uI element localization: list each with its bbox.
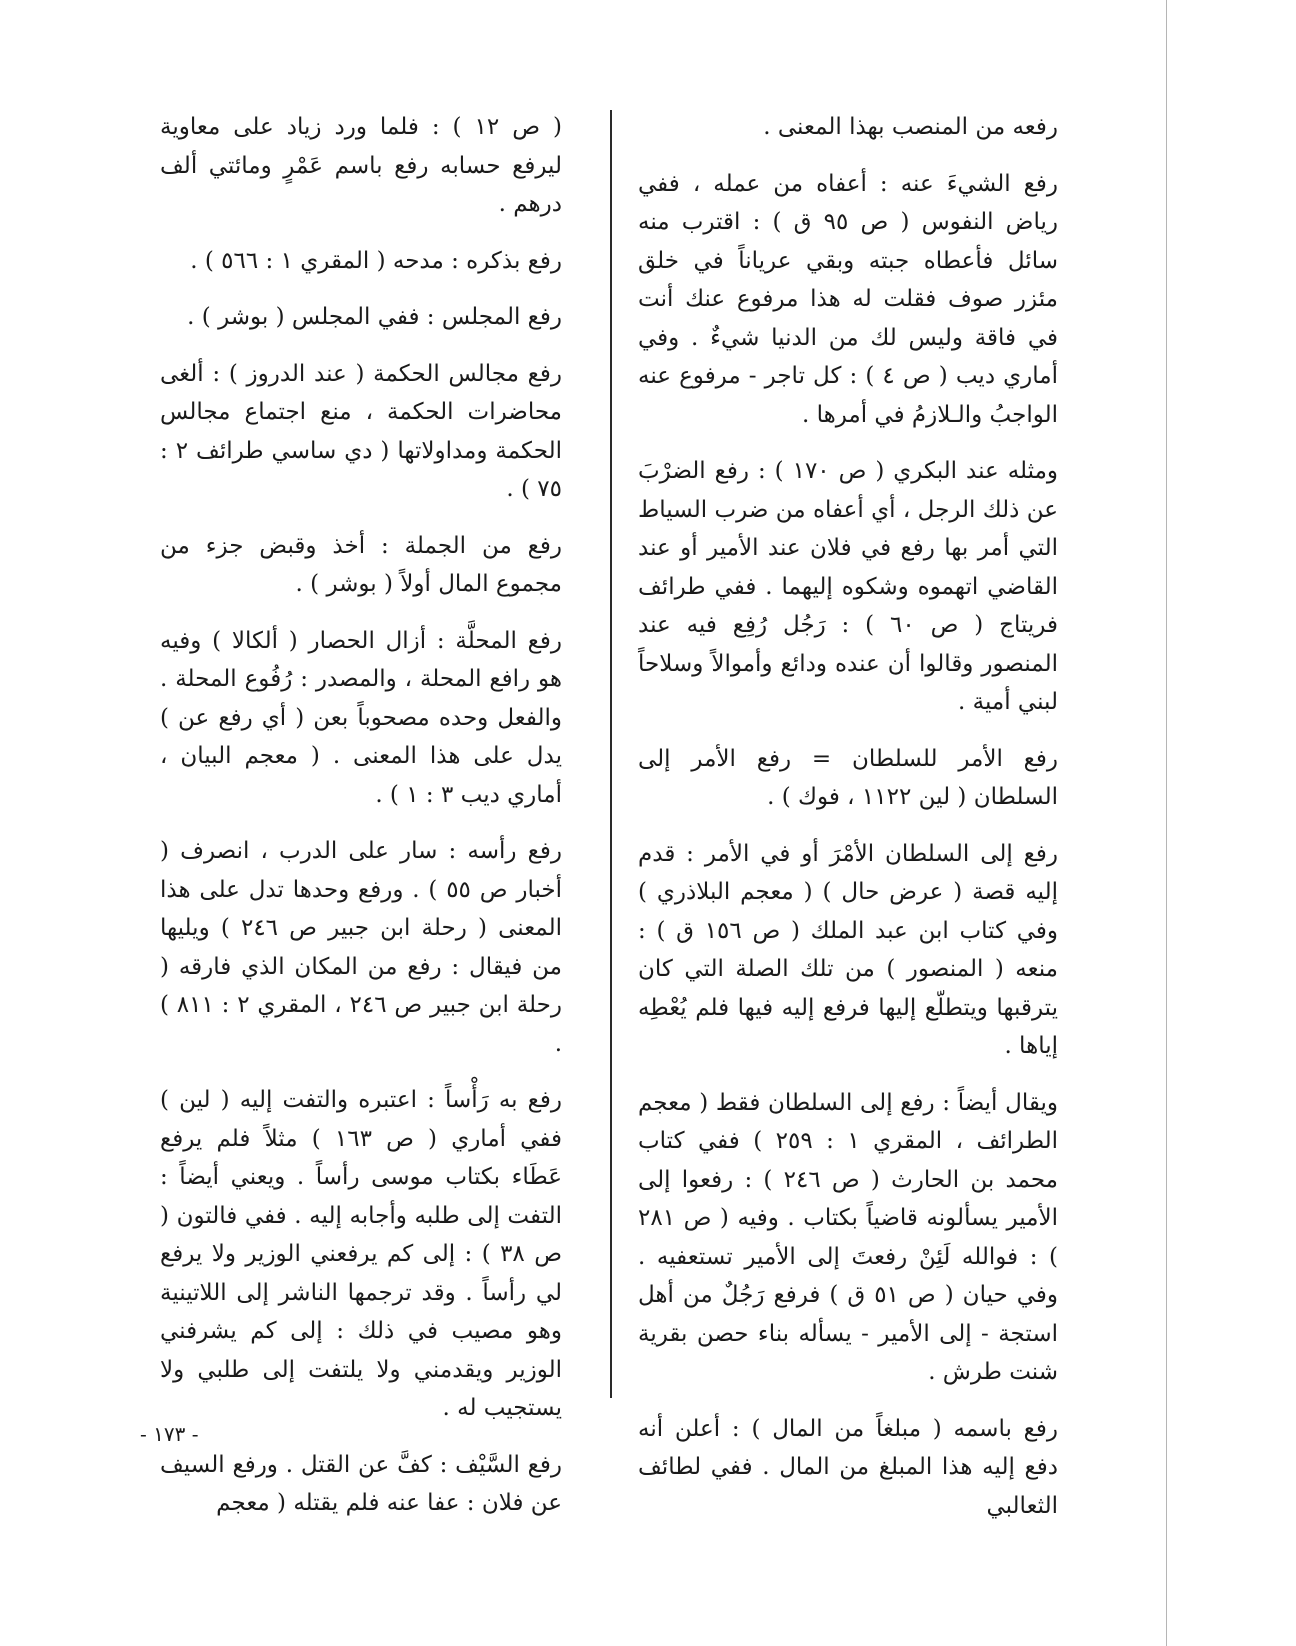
entry-text: رفع باسمه ( مبلغاً من المال ) : أعلن أنه دفع إليه هذا المبلغ من المال . ففي لطائف الثعالبي xyxy=(638,1415,1058,1519)
entry-text: ( ص ١٢ ) : فلما ورد زياد على معاوية ليرفع حسابه رفع باسم عَمْرٍ ومائتي ألف درهم . xyxy=(160,114,562,217)
entry-text: رفع السَّيْف : كفَّ عن القتل . ورفع السيف عن فلان : عفا عنه فلم يقتله ( معجم xyxy=(160,1451,562,1516)
entry-text: رفعه من المنصب بهذا المعنى . xyxy=(763,114,1058,140)
page-number: - ١٧٣ - xyxy=(140,1422,199,1446)
entry-text: رفع الشيءَ عنه : أعفاه من عمله ، ففي رياض النفوس ( ص ٩٥ ق ) : اقترب منه سائل فأعطاه جبته وبقي عرياناً في خلق مئزر صوف فقلت له هذا مرفوع عنك أنت في فاقة وليس لك من الدنيا شيءٌ . وفي أماري ديب ( ص ٤ ) : كل تاجر - مرفوع عنه الواجبُ والـلازمُ في أمرها . xyxy=(638,170,1058,428)
entry-text: ومثله عند البكري ( ص ١٧٠ ) : رفع الضرْبَ عن ذلك الرجل ، أي أعفاه من ضرب السياط التي أمر بها رفع في فلان عند الأمير أو عند القاضي اتهموه وشكوه إليهما . ففي طرائف فريتاج ( ص ٦٠ ) : رَجُل رُفِع فيه عند المنصور وقالوا أن عنده ودائع وأموالاً وسلاحاً لبني أمية . xyxy=(638,458,1059,715)
entry-text: رفع من الجملة : أخذ وقبض جزء من مجموع المال أولاً ( بوشر ) . xyxy=(160,532,562,597)
entry-text: ويقال أيضاً : رفع إلى السلطان فقط ( معجم الطرائف ، المقري ١ : ٢٥٩ ) ففي كتاب محمد بن الحارث ( ص ٢٤٦ ) : رفعوا إلى الأمير يسألونه قاضياً بكتاب . وفيه ( ص ٢٨١ ) : فوالله لَئِنْ رفعتَ إلى الأمير تستعفيه . وفي حيان ( ص ٥١ ق ) فرفع رَجُلٌ من أهل استجة - إلى الأمير - يسأله بناء حصن بقرية شنت طرش . xyxy=(638,1089,1058,1385)
entry-text: رفع مجالس الحكمة ( عند الدروز ) : ألغى محاضرات الحكمة ، منع اجتماع مجالس الحكمة ومداولاتها ( دي ساسي طرائف ٢ : ٧٥ ) . xyxy=(160,360,562,502)
entry-text: رفع بذكره : مدحه ( المقري ١ : ٥٦٦ ) . xyxy=(190,247,562,274)
entry-text: رفع المجلس : ففي المجلس ( بوشر ) . xyxy=(187,304,562,330)
entry-text: رفع به رَأْساً : اعتبره والتفت إليه ( لين ) ففي أماري ( ص ١٦٣ ) مثلاً فلم يرفع عَطَاء بكتاب موسى رأساً . ويعني أيضاً : التفت إلى طلبه وأجابه إليه . ففي فالتون ( ص ٣٨ ) : إلى كم يرفعني الوزير ولا يرفع لي رأساً . وقد ترجمها الناشر إلى اللاتينية وهو مصيب في ذلك : إلى كم يشرفني الوزير ويقدمني ولا يلتفت إلى طلبي ولا يستجيب له . xyxy=(160,1087,563,1421)
right-column xyxy=(638,108,1058,1543)
column-divider xyxy=(610,110,612,1398)
entry-text: رفع رأسه : سار على الدرب ، انصرف ( أخبار ص ٥٥ ) . ورفع وحدها تدل على هذا المعنى ( رحلة ابن جبير ص ٢٤٦ ) ويليها من فيقال : رفع من المكان الذي فارقه ( رحلة ابن جبير ص ٢٤٦ ، المقري ٢ : ٨١١ ) . xyxy=(160,838,563,1057)
page-edge-line xyxy=(1166,0,1167,1646)
entry-text: رفع الأمر للسلطان = رفع الأمر إلى السلطان ( لين ١١٢٢ ، فوك ) . xyxy=(638,745,1058,810)
entry-text: رفع المحلَّة : أزال الحصار ( ألكالا ) وفيه هو رافع المحلة ، والمصدر : رُفُوع المحلة . والفعل وحده مصحوباً بعن ( أي رفع عن ) يدل على هذا المعنى . ( معجم البيان ، أماري ديب ٣ : ١ ) . xyxy=(160,627,562,808)
left-column xyxy=(160,108,562,1541)
entry-text: رفع إلى السلطان الأمْرَ أو في الأمر : قدم إليه قصة ( عرض حال ) ( معجم البلاذري ) وفي كتاب ابن عبد الملك ( ص ١٥٦ ق ) : منعه ( المنصور ) من تلك الصلة التي كان يترقبها ويتطلّع إليها فرفع إليه فيها فلم يُعْطِه إياها . xyxy=(638,840,1058,1059)
